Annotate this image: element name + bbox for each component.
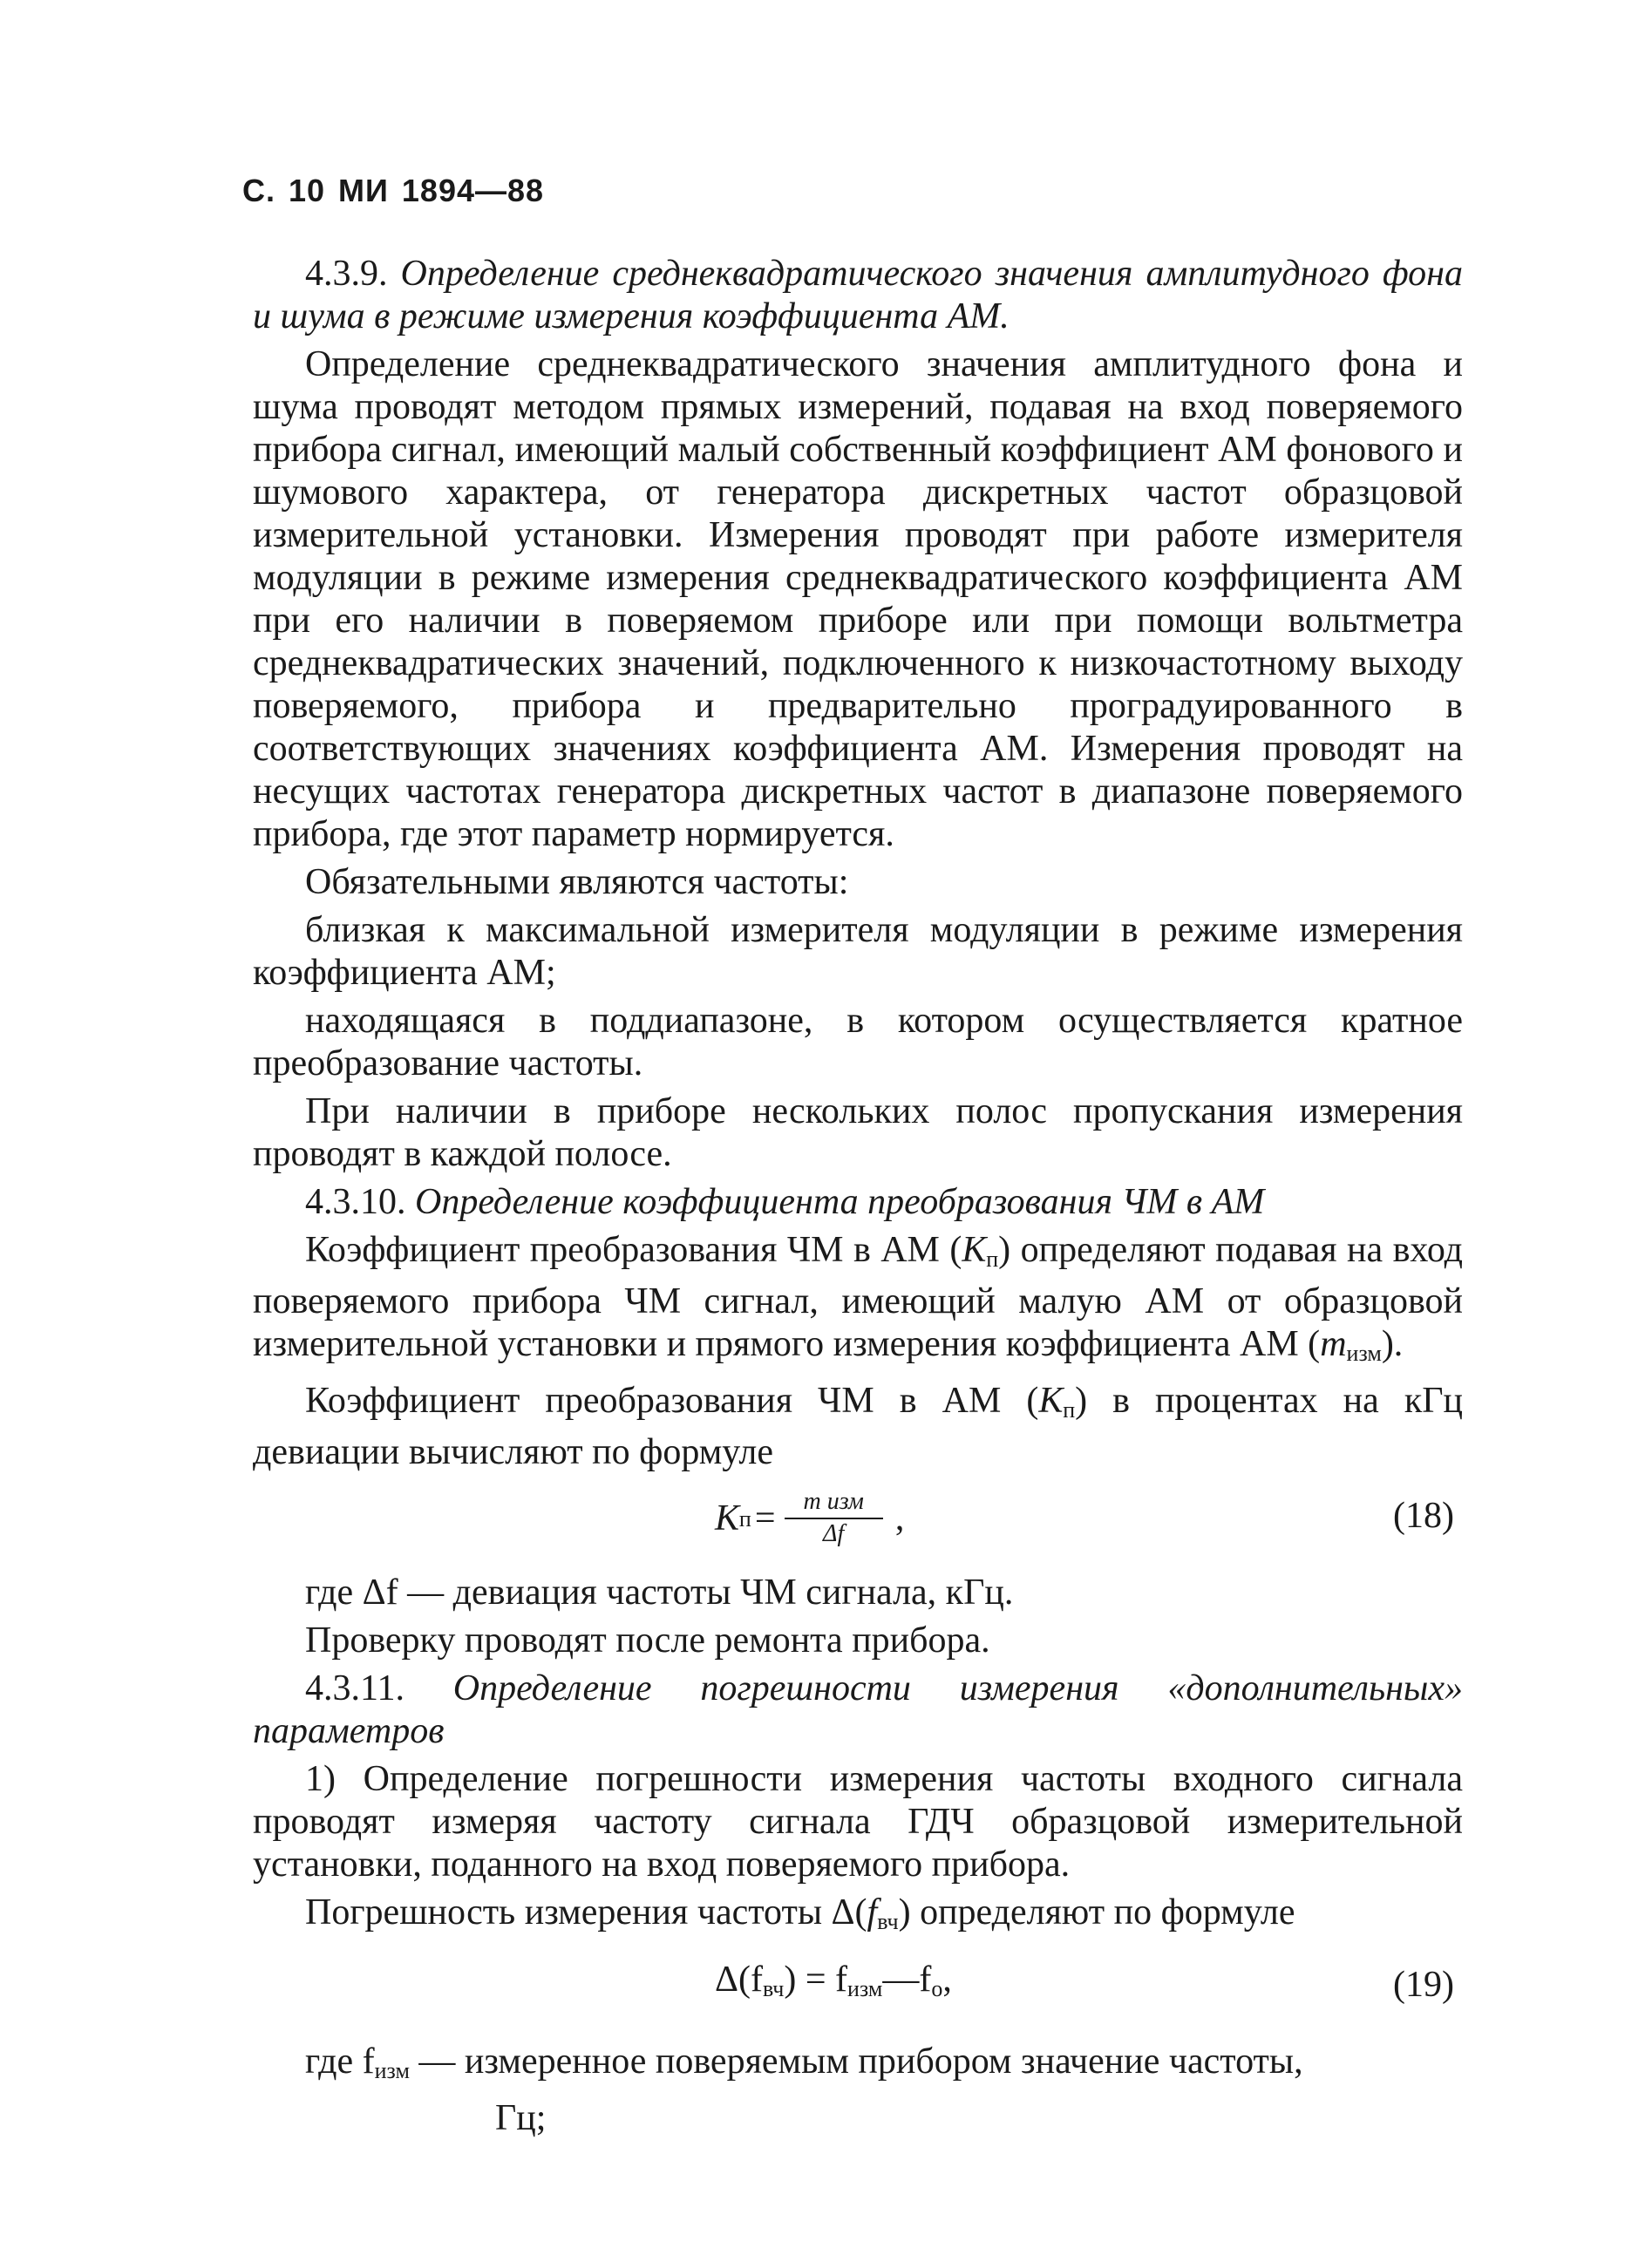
text-fragment: ) в процентах на кГц девиации вычисляют по формуле (253, 1381, 1463, 1472)
section-number: 4.3.11. (305, 1668, 405, 1708)
section-title: Определение погрешности измерения «дополнительных» параметров (253, 1668, 1464, 1751)
text-fragment: — измеренное поверяемым прибором значение частоты, (409, 2041, 1303, 2082)
section-number: 4.3.9. (305, 254, 388, 294)
paragraph (253, 1380, 1463, 1474)
formula-expression (715, 1959, 952, 2010)
formula-fraction (785, 1488, 883, 1549)
text-fragment: ). (1381, 1324, 1404, 1364)
section-number: 4.3.10. (305, 1182, 406, 1222)
fraction-denominator: Δf (823, 1520, 845, 1547)
symbol-subscript: вч (877, 1909, 899, 1934)
symbol-subscript: изм (1346, 1341, 1382, 1366)
symbol-m: m (1320, 1324, 1347, 1364)
formula-19 (253, 1948, 1463, 2035)
formula-part: —f (882, 1960, 932, 2000)
symbol-k: К (1038, 1381, 1064, 1421)
formula-lhs: К (715, 1498, 739, 1539)
page-content (253, 253, 1463, 2145)
formula-part: ) = f (784, 1960, 848, 2000)
text-fragment: Коэффициент преобразования ЧМ в АМ ( (305, 1230, 962, 1270)
symbol-subscript: п (1063, 1397, 1076, 1423)
formula-subscript: вч (762, 1976, 785, 2001)
text-fragment: Коэффициент преобразования ЧМ в АМ ( (305, 1381, 1039, 1421)
section-title: Определение коэффициента преобразования ЧМ в АМ (415, 1182, 1265, 1222)
symbol-subscript: изм (374, 2058, 410, 2083)
section-4-3-9-heading (253, 253, 1463, 338)
equation-number: (18) (1393, 1496, 1454, 1536)
symbol-f: f (867, 1892, 878, 1933)
paragraph: Определение среднеквадратического значения амплитудного фона и шума проводят методом прямых измерений, подавая на вход поверяемого прибора сигнал, имеющий малый собственный коэффициент АМ фонового и шумового характера, от генератора дискретных частот образцовой измерительной установки. Измерения проводят при работе измерителя модуляции в режиме измерения среднеквадратического коэффициента АМ при его наличии в поверяемом приборе или при помощи вольтметра среднеквадратических значений, подключенного к низкочастотному выходу поверяемого, прибора и предварительно проградуированного в соответствующих значениях коэффициента АМ. Измерения проводят на несущих частотах генератора дискретных частот в диапазоне поверяемого прибора, где этот параметр нормируется. (253, 344, 1463, 854)
text-fragment: где f (305, 2041, 375, 2082)
symbol-k: К (962, 1230, 987, 1270)
paragraph: При наличии в приборе нескольких полос пропускания измерения проводят в каждой полосе. (253, 1091, 1463, 1174)
paragraph (253, 1892, 1463, 1943)
paragraph: находящаяся в поддиапазоне, в котором осуществляется кратное преобразование частоты. (253, 1001, 1463, 1083)
formula-explanation: где Δf — девиация частоты ЧМ сигнала, кГц. (305, 1573, 1014, 1613)
page-header: С. 10 МИ 1894—88 (242, 173, 545, 208)
formula-comma: , (942, 1960, 952, 2000)
formula-explanation (253, 2041, 1463, 2092)
formula-explanation-continued: Гц; (495, 2098, 547, 2138)
symbol-subscript: п (986, 1246, 999, 1272)
formula-part: Δ(f (715, 1960, 763, 2000)
paragraph: Обязательными являются частоты: (305, 862, 849, 902)
text-fragment: ) определяют подавая на вход поверяемого прибора ЧМ сигнал, имеющий малую АМ от образцовой измерительной установки и прямого измерения коэффициента АМ ( (253, 1230, 1463, 1364)
text-fragment: Погрешность измерения частоты Δ( (305, 1892, 867, 1933)
formula-comma: , (894, 1498, 905, 1539)
text-fragment: ) определяют по формуле (898, 1892, 1295, 1933)
formula-18 (253, 1479, 1463, 1566)
formula-subscript: о (931, 1976, 943, 2001)
paragraph (253, 1229, 1463, 1375)
formula-equals: = (754, 1498, 776, 1539)
formula-lhs-subscript: п (738, 1505, 751, 1532)
paragraph: близкая к максимальной измерителя модуляции в режиме измерения коэффициента АМ; (253, 910, 1463, 993)
formula-subscript: изм (847, 1976, 883, 2001)
paragraph: Проверку проводят после ремонта прибора. (305, 1620, 990, 1661)
section-4-3-11-heading (253, 1668, 1463, 1753)
fraction-numerator: m изм (785, 1488, 883, 1519)
formula-expression (715, 1488, 904, 1549)
list-item: 1) Определение погрешности измерения частоты входного сигнала проводят измеряя частоту сигнала ГДЧ образцовой измерительной установки, поданного на вход поверяемого прибора. (253, 1759, 1463, 1885)
equation-number: (19) (1393, 1965, 1454, 2005)
section-title: Определение среднеквадратического значения амплитудного фона и шума в режиме измерения коэффициента АМ. (253, 254, 1464, 336)
section-4-3-10-heading (253, 1181, 1463, 1224)
